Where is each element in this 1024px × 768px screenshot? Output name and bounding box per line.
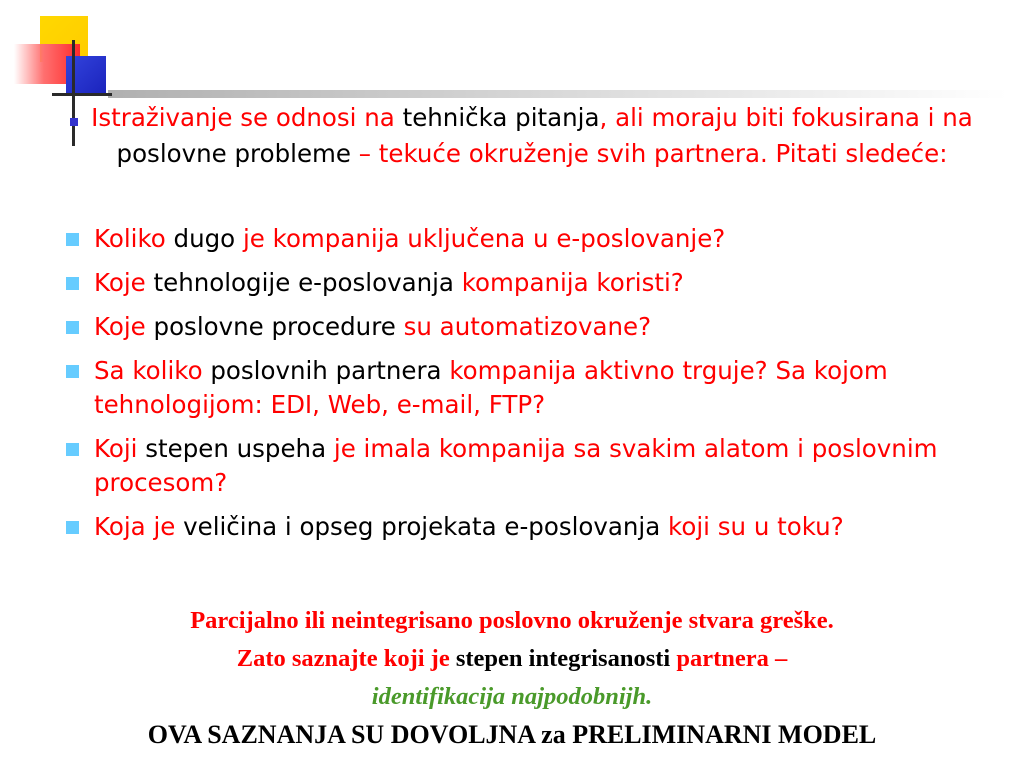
intro-part: , ali moraju biti fokusirana i na: [599, 103, 973, 132]
square-bullet-icon: [66, 233, 79, 246]
list-item-part: dugo: [173, 224, 236, 253]
logo-horizontal-line: [52, 93, 112, 96]
list-item-part: veličina i opseg projekata e-poslovanja: [183, 512, 661, 541]
list-item-part: Sa koliko: [94, 356, 211, 385]
conclusion-line-4: OVA SAZNANJA SU DOVOLJNA za PRELIMINARNI MODEL: [147, 720, 877, 749]
square-bullet-icon: [66, 277, 79, 290]
list-item-part: stepen uspeha: [145, 434, 327, 463]
list-item-part: koji su u toku?: [660, 512, 844, 541]
square-bullet-icon: [66, 521, 79, 534]
list-item-part: je imala kompanija sa svakim alatom i poslovnim procesom?: [94, 434, 938, 497]
list-item-part: Koji: [94, 434, 146, 463]
intro-part: – tekuće okruženje svih partnera. Pitati sledeće:: [350, 139, 948, 168]
intro-paragraph: [82, 100, 982, 172]
list-item-part: Koliko: [94, 224, 174, 253]
list-item-part: kompanija koristi?: [453, 268, 684, 297]
conclusion-part: Zato saznajte koji je: [236, 645, 456, 672]
list-item-part: Koje: [94, 312, 154, 341]
list-item-part: Koja je: [94, 512, 184, 541]
list-item-part: poslovne procedure: [153, 312, 396, 341]
header-fade-line: [108, 90, 1008, 98]
list-item-part: kompanija aktivno trguje? Sa kojom tehnologijom: EDI, Web, e-mail, FTP?: [94, 356, 888, 419]
conclusion-line-2: [0, 640, 1024, 678]
intro-part: Istraživanje se odnosi na: [91, 103, 403, 132]
intro-part: poslovne probleme: [116, 139, 351, 168]
conclusion-block: [0, 602, 1024, 754]
conclusion-part: stepen integrisanosti: [455, 645, 671, 672]
list-item-part: su automatizovane?: [395, 312, 652, 341]
intro-bullet-icon: [70, 118, 78, 126]
square-bullet-icon: [66, 365, 79, 378]
square-bullet-icon: [66, 443, 79, 456]
square-bullet-icon: [66, 321, 79, 334]
intro-part: tehnička pitanja: [402, 103, 600, 132]
conclusion-part: partnera –: [670, 645, 788, 672]
list-item: [66, 354, 996, 422]
conclusion-line-1: Parcijalno ili neintegrisano poslovno okruženje stvara greške.: [190, 607, 834, 634]
conclusion-line-3: identifikacija najpodobnijh.: [371, 683, 653, 710]
list-item: [66, 310, 996, 344]
list-item-part: tehnologije e-poslovanja: [153, 268, 454, 297]
list-item: [66, 222, 996, 256]
question-list: [66, 222, 996, 554]
list-item: [66, 510, 996, 544]
list-item: [66, 266, 996, 300]
list-item-part: Koje: [94, 268, 154, 297]
list-item: [66, 432, 996, 500]
list-item-part: je kompanija uključena u e-poslovanje?: [235, 224, 726, 253]
list-item-part: poslovnih partnera: [210, 356, 442, 385]
